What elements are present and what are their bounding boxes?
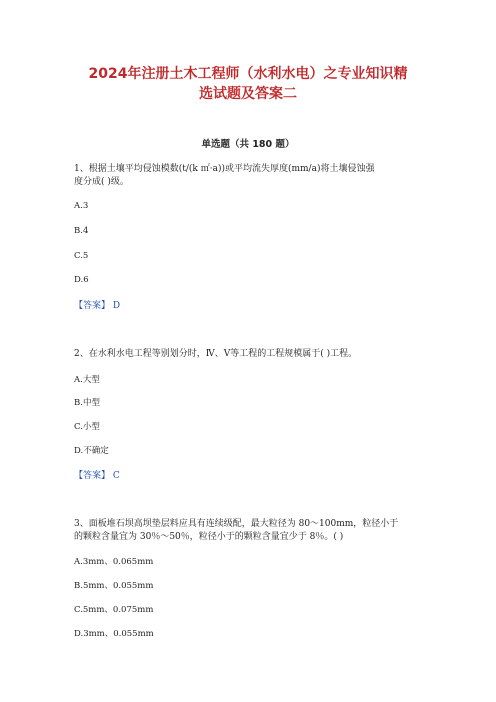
question-2-answer: 【答案】 C xyxy=(74,471,120,481)
question-3-stem xyxy=(74,518,434,544)
question-2-stem-line-1: 2、在水利水电工程等别划分时，Ⅳ、Ⅴ等工程的工程规模属于( )工程。 xyxy=(74,349,358,359)
question-2-option-d: D.不确定 xyxy=(74,446,109,456)
question-3-option-a: A.3mm、0.065mm xyxy=(74,557,154,567)
document-title xyxy=(60,64,436,104)
question-1-answer: 【答案】 D xyxy=(74,301,121,311)
question-1-option-c: C.5 xyxy=(74,251,89,261)
question-1-option-a: A.3 xyxy=(74,201,89,211)
question-1-stem-line-1: 1、根据土壤平均侵蚀模数(t/(k ㎡·a))或平均流失厚度(mm/a)将土壤侵蚀强 xyxy=(74,164,375,174)
question-2-option-a: A.大型 xyxy=(74,375,100,385)
question-2-stem xyxy=(74,348,434,361)
question-1-option-b: B.4 xyxy=(74,226,89,236)
question-3-option-c: C.5mm、0.075mm xyxy=(74,605,154,615)
title-line-1: 2024年注册土木工程师（水利水电）之专业知识精 xyxy=(88,66,408,82)
question-2-option-b: B.中型 xyxy=(74,398,100,408)
question-1-stem-line-2: 度分成( )级。 xyxy=(74,177,129,187)
question-3-option-d: D.3mm、0.055mm xyxy=(74,629,154,639)
question-1-option-d: D.6 xyxy=(74,275,89,285)
question-3-stem-line-1: 3、面板堆石坝高坝垫层料应具有连续级配，最大粒径为 80～100mm，粒径小于 xyxy=(74,519,399,529)
question-2-option-c: C.小型 xyxy=(74,422,100,432)
question-3-stem-line-2: 的颗粒含量宜为 30％～50％，粒径小于的颗粒含量宜少于 8％。( ) xyxy=(74,532,344,542)
title-line-2: 选试题及答案二 xyxy=(199,86,297,102)
section-heading: 单选题（共 180 题） xyxy=(201,139,295,150)
question-3-option-b: B.5mm、0.055mm xyxy=(74,581,154,591)
question-1-stem xyxy=(74,163,434,189)
